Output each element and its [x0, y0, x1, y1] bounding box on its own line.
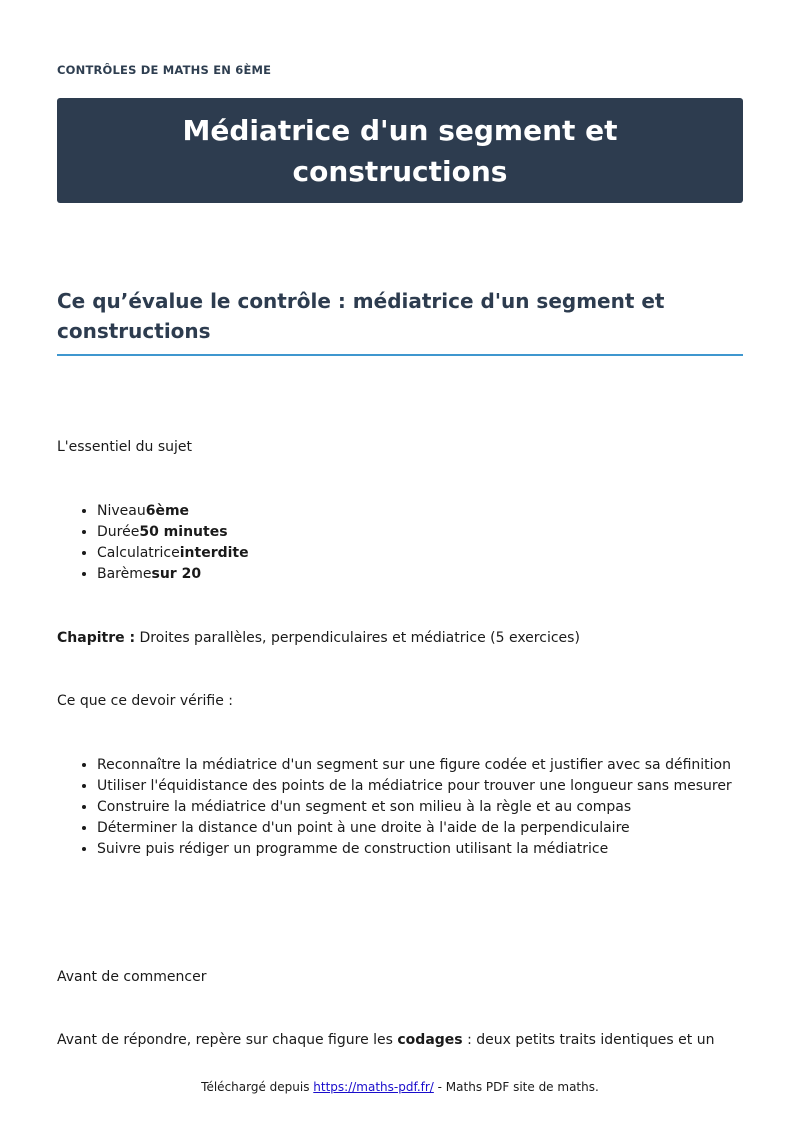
- chapitre-label: Chapitre :: [57, 630, 136, 646]
- document-eyebrow: CONTRÔLES DE MATHS EN 6ÈME: [57, 63, 272, 77]
- list-item: • Déterminer la distance d'un point à une droite à l'aide de la perpendiculaire: [97, 818, 732, 839]
- verifie-list: [57, 755, 732, 860]
- list-item: • Construire la médiatrice d'un segment et son milieu à la règle et au compas: [97, 797, 732, 818]
- list-item: • Durée50 minutes: [97, 522, 249, 543]
- section-title: Ce qu’évalue le contrôle : médiatrice d'un segment et constructions: [57, 286, 743, 356]
- document-title: Médiatrice d'un segment et constructions: [182, 113, 618, 188]
- page-footer: Téléchargé depuis https://maths-pdf.fr/ - Maths PDF site de maths.: [201, 1080, 599, 1094]
- list-item: • Calculatriceinterdite: [97, 543, 249, 564]
- avant-heading: Avant de commencer: [57, 969, 207, 985]
- chapitre-line: [57, 629, 580, 647]
- list-item: • Niveau6ème: [97, 501, 249, 522]
- list-item: • Suivre puis rédiger un programme de construction utilisant la médiatrice: [97, 839, 732, 860]
- avant-paragraph: Avant de répondre, repère sur chaque figure les codages : deux petits traits identiques et un: [57, 1032, 715, 1048]
- essentiel-heading: L'essentiel du sujet: [57, 439, 193, 455]
- codages-term: codages: [397, 1032, 463, 1048]
- footer-link[interactable]: https://maths-pdf.fr/: [313, 1080, 434, 1094]
- list-item: • Barèmesur 20: [97, 564, 249, 585]
- title-banner: [57, 98, 743, 203]
- list-item: • Reconnaître la médiatrice d'un segment sur une figure codée et justifier avec sa définition: [97, 755, 732, 776]
- essentiel-list: [57, 501, 249, 585]
- chapitre-text: Droites parallèles, perpendiculaires et médiatrice (5 exercices): [135, 630, 580, 646]
- list-item: • Utiliser l'équidistance des points de la médiatrice pour trouver une longueur sans mesurer: [97, 776, 732, 797]
- verifie-heading: Ce que ce devoir vérifie :: [57, 693, 234, 709]
